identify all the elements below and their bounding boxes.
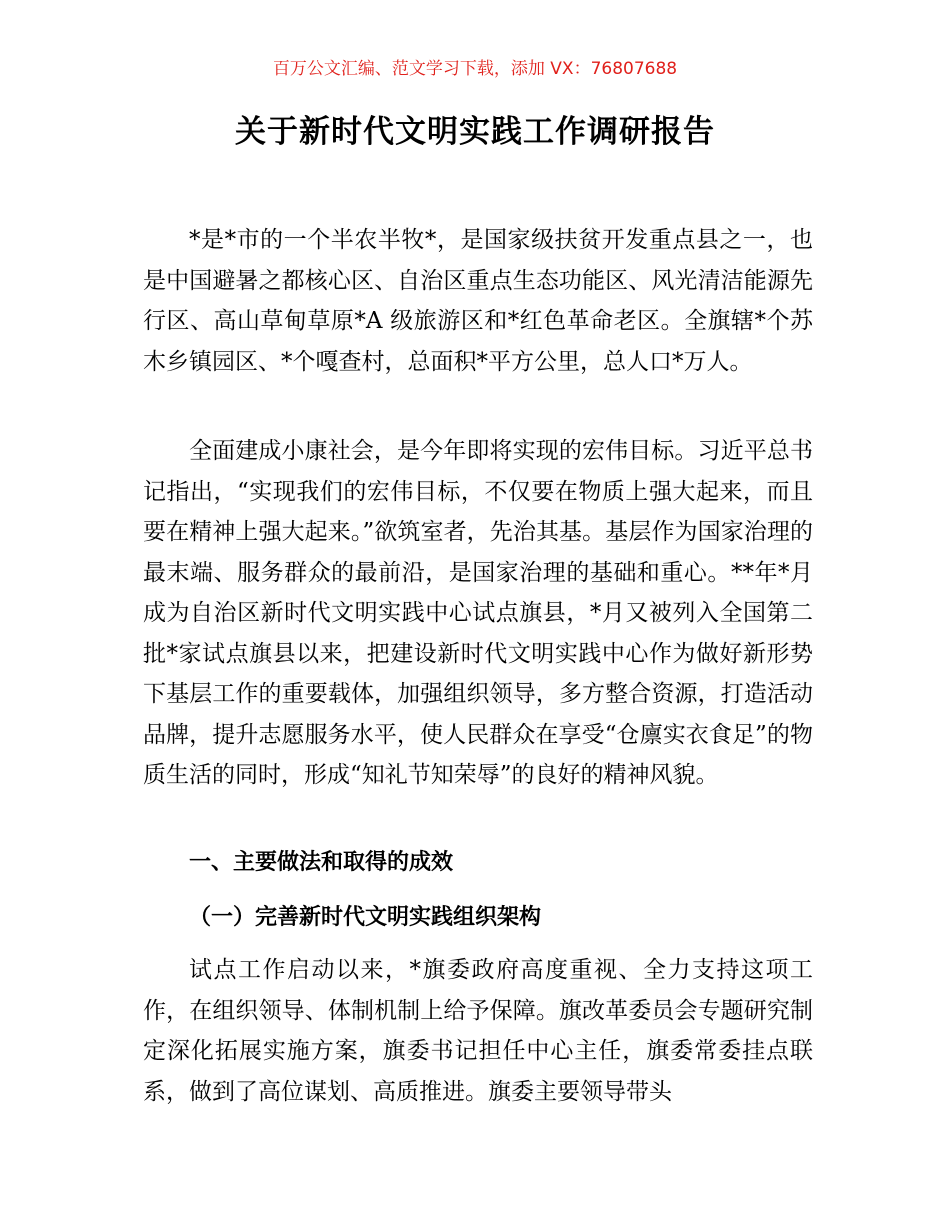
paragraph-organization: 试点工作启动以来，*旗委政府高度重视、全力支持这项工作，在组织领导、体制机制上给予保障。旗改革委员会专题研究制定深化拓展实施方案，旗委书记担任中心主任，旗委常委挂点联系，做到了高位谋划、高质推进。旗委主要领导带头 — [143, 957, 813, 1105]
subsection-heading: （一）完善新时代文明实践组织架构 — [189, 905, 542, 930]
paragraph-background: 全面建成小康社会，是今年即将实现的宏伟目标。习近平总书记指出，“实现我们的宏伟目标，不仅要在物质上强大起来，而且要在精神上强大起来。”欲筑室者，先治其基。基层作为国家治理的最末端、服务群众的最前沿，是国家治理的基础和重心。**年*月成为自治区新时代文明实践中心试点旗县，*月又被列入全国第二批*家试点旗县以来，把建设新时代文明实践中心作为做好新形势下基层工作的重要载体，加强组织领导，多方整合资源，打造活动品牌，提升志愿服务水平，使人民群众在享受“仓廪实衣食足”的物质生活的同时，形成“知礼节知荣辱”的良好的精神风貌。 — [143, 438, 813, 788]
paragraph-intro: *是*市的一个半农半牧*，是国家级扶贫开发重点县之一，也是中国避暑之都核心区、自治区重点生态功能区、风光清洁能源先行区、高山草甸草原*A 级旅游区和*红色革命老区。全旗辖*个苏木乡镇园区、*个嘎查村，总面积*平方公里，总人口*万人。 — [143, 227, 813, 375]
document-title: 关于新时代文明实践工作调研报告 — [235, 114, 715, 150]
section-heading: 一、主要做法和取得的成效 — [189, 850, 454, 875]
watermark-banner: 百万公文汇编、范文学习下载，添加 VX：76807688 — [272, 59, 678, 79]
